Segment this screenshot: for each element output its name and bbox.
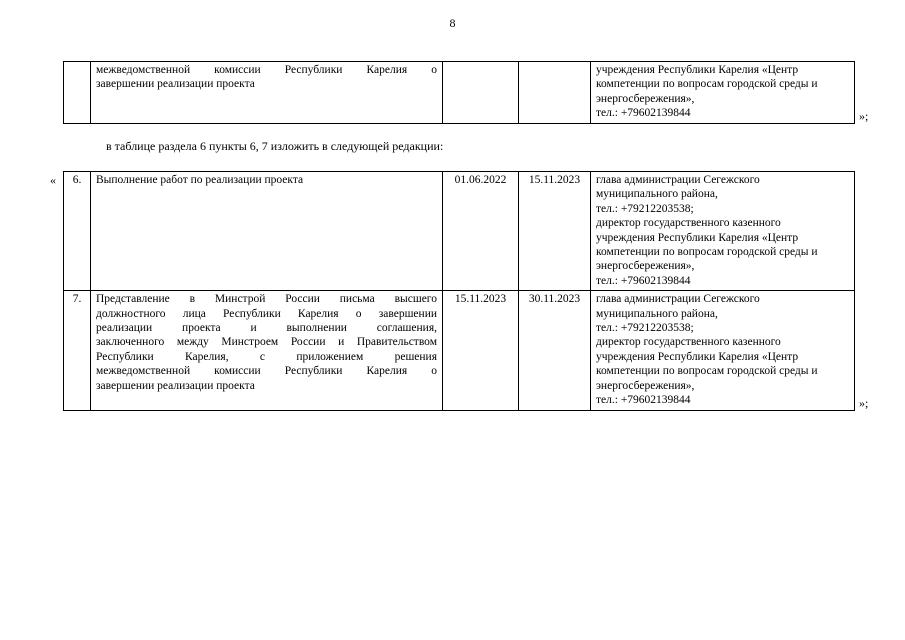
- responsible-line: компетенции по вопросам городской среды и: [596, 365, 818, 378]
- description-cell: [91, 172, 443, 291]
- start-date-cell: 15.11.2023: [443, 291, 519, 410]
- table-row: [64, 291, 855, 410]
- responsible-line: компетенции по вопросам городской среды и: [596, 78, 818, 91]
- responsible-cell: [591, 291, 855, 410]
- continued-table: [63, 61, 855, 124]
- responsible-line: тел.: +79212203538;: [596, 202, 694, 215]
- description-line: должностного лица Республики Карелия о завершении: [96, 307, 437, 320]
- responsible-line: муниципального района,: [596, 307, 718, 320]
- table-row: [64, 172, 855, 291]
- description-line: межведомственной комиссии Республики Карелия о: [96, 64, 437, 76]
- responsible-line: учреждения Республики Карелия «Центр: [596, 350, 799, 363]
- description-line: Выполнение работ по реализации проекта: [96, 174, 304, 186]
- description-cell: [91, 62, 443, 124]
- responsible-line: тел.: +79602139844: [596, 274, 691, 287]
- row-number-cell: 6.: [64, 172, 91, 291]
- closing-quote-mark: »;: [859, 109, 869, 123]
- row-number-cell: 7.: [64, 291, 91, 410]
- responsible-line: энергосбережения»,: [596, 92, 695, 105]
- amendment-intro-text: в таблице раздела 6 пункты 6, 7 изложить в следующей редакции:: [106, 139, 444, 153]
- amended-table: [63, 171, 855, 411]
- responsible-cell: [591, 62, 855, 124]
- description-line: завершении реализации проекта: [96, 379, 255, 392]
- responsible-line: директор государственного казенного: [596, 217, 781, 230]
- description-line: завершении реализации проекта: [96, 78, 255, 91]
- description-line: Республики Карелия, с приложением решения: [96, 350, 437, 363]
- description-line: реализации проекта и выполнении соглашения,: [96, 322, 437, 335]
- responsible-line: учреждения Республики Карелия «Центр: [596, 64, 799, 76]
- responsible-line: компетенции по вопросам городской среды и: [596, 246, 818, 259]
- description-line: межведомственной комиссии Республики Карелия о: [96, 365, 437, 378]
- responsible-line: энергосбережения»,: [596, 379, 695, 392]
- responsible-line: муниципального района,: [596, 188, 718, 201]
- description-cell: [91, 291, 443, 410]
- end-date-cell: [519, 62, 591, 124]
- responsible-line: директор государственного казенного: [596, 336, 781, 349]
- responsible-line: глава администрации Сегежского: [596, 293, 760, 306]
- page-number: 8: [449, 16, 456, 30]
- responsible-line: тел.: +79602139844: [596, 107, 691, 120]
- table-row: [64, 62, 855, 124]
- start-date-cell: [443, 62, 519, 124]
- row-number-cell: [64, 62, 91, 124]
- responsible-line: тел.: +79602139844: [596, 394, 691, 407]
- description-line: Представление в Минстрой России письма высшего: [96, 293, 437, 306]
- description-line: заключенного между Минстроем России и Правительством: [96, 336, 437, 349]
- end-date-cell: 30.11.2023: [519, 291, 591, 410]
- start-date-cell: 01.06.2022: [443, 172, 519, 291]
- responsible-line: тел.: +79212203538;: [596, 322, 694, 335]
- end-date-cell: 15.11.2023: [519, 172, 591, 291]
- opening-quote-mark: «: [50, 173, 56, 187]
- responsible-cell: [591, 172, 855, 291]
- responsible-line: учреждения Республики Карелия «Центр: [596, 231, 799, 244]
- responsible-line: глава администрации Сегежского: [596, 174, 760, 186]
- responsible-line: энергосбережения»,: [596, 260, 695, 273]
- closing-quote-mark: »;: [859, 396, 869, 410]
